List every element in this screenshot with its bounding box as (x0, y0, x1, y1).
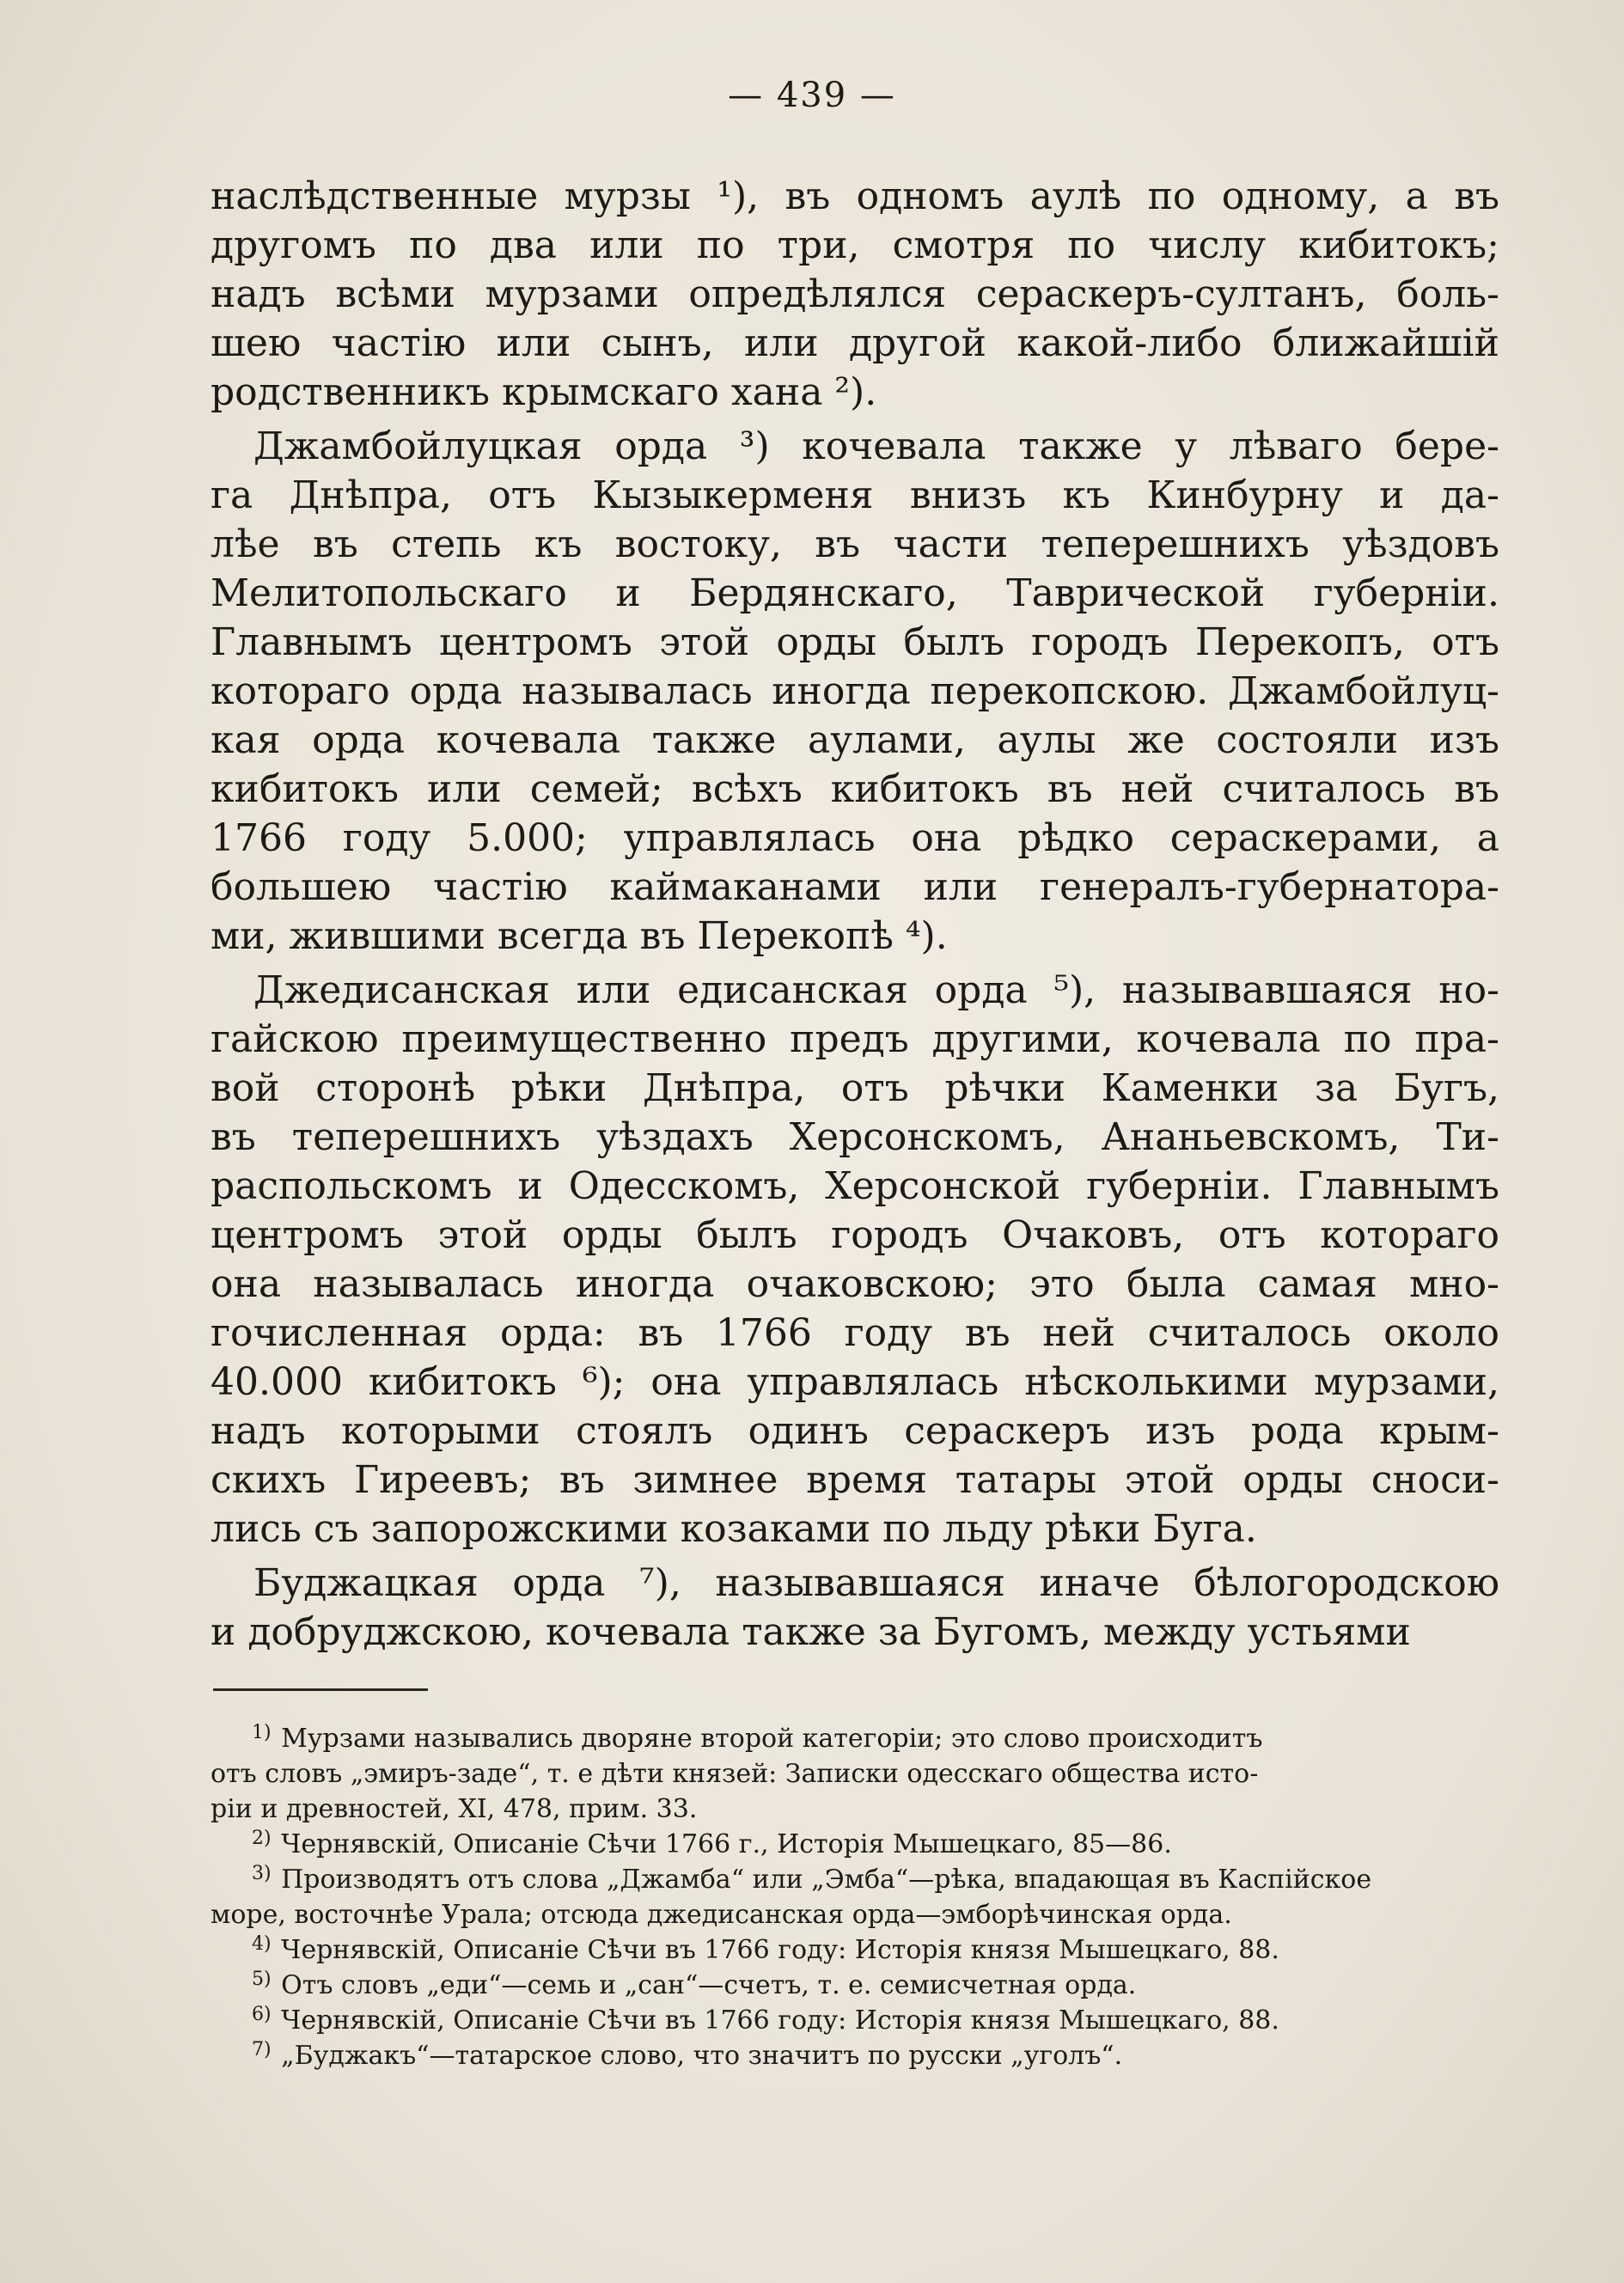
text-line: надъ всѣми мурзами опредѣлялся сераскеръ-султанъ, боль- (211, 272, 1499, 316)
footnote-mark: 2) (252, 1828, 272, 1849)
text-line: лись съ запорожскими козаками по льду рѣки Буга. (211, 1507, 1257, 1551)
footnote-mark: 3) (252, 1863, 272, 1884)
footnote-text: Чернявскій, Описаніе Сѣчи 1766 г., Исторія Мышецкаго, 85—86. (272, 1829, 1172, 1859)
text-line: 1766 году 5.000; управлялась она рѣдко сераскерами, а (211, 816, 1499, 860)
text-line: вой сторонѣ рѣки Днѣпра, отъ рѣчки Каменки за Бугъ, (211, 1066, 1499, 1110)
paragraph (211, 172, 1499, 417)
text-line: кибитокъ или семей; всѣхъ кибитокъ въ ней считалось въ (211, 767, 1499, 811)
text-line: Джамбойлуцкая орда ³) кочевала также у лѣваго бере- (253, 424, 1499, 468)
body-text (211, 172, 1499, 1662)
paragraph (211, 1559, 1499, 1657)
text-line: Мелитопольскаго и Бердянскаго, Таврической губерніи. (211, 571, 1499, 615)
text-line: въ теперешнихъ уѣздахъ Херсонскомъ, Ананьевскомъ, Ти- (211, 1115, 1499, 1159)
footnote-text: Чернявскій, Описаніе Сѣчи въ 1766 году: Исторія князя Мышецкаго, 88. (272, 1935, 1279, 1965)
text-line: она называлась иногда очаковскою; это была самая мно- (211, 1262, 1499, 1306)
footnote-text: Мурзами назывались дворяне второй категоріи; это слово происходитъ (272, 1724, 1263, 1754)
text-line: большею частію каймаканами или генералъ-губернатора- (211, 865, 1499, 909)
text-line: лѣе въ степь къ востоку, въ части теперешнихъ уѣздовъ (211, 522, 1499, 566)
footnote-line (211, 1792, 1499, 1827)
footnote-text: отъ словъ „эмиръ-заде“, т. е дѣти князей: Записки одесскаго общества исто- (211, 1759, 1259, 1789)
footnote-text: Отъ словъ „еди“—семь и „сан“—счетъ, т. е. семисчетная орда. (272, 1970, 1137, 2000)
footnote-text: „Буджакъ“—татарское слово, что значитъ по русски „уголъ“. (272, 2041, 1123, 2071)
footnote-divider (213, 1688, 428, 1691)
footnote-line (211, 2038, 1499, 2073)
footnote-mark: 6) (252, 2004, 272, 2025)
text-line: Буджацкая орда ⁷), называвшаяся иначе бѣлогородскою (253, 1561, 1499, 1605)
text-line: наслѣдственные мурзы ¹), въ одномъ аулѣ по одному, а въ (211, 174, 1499, 218)
text-line: надъ которыми стоялъ одинъ сераскеръ изъ рода крым- (211, 1409, 1499, 1453)
footnote-text: Чернявскій, Описаніе Сѣчи въ 1766 году: Исторія князя Мышецкаго, 88. (272, 2005, 1279, 2036)
footnote-mark: 1) (252, 1722, 272, 1743)
footnote-text: ріи и древностей, XI, 478, прим. 33. (211, 1794, 698, 1824)
text-line: центромъ этой орды былъ городъ Очаковъ, отъ котораго (211, 1213, 1499, 1257)
footnote-text: море, восточнѣе Урала; отсюда джедисанская орда—эмборѣчинская орда. (211, 1900, 1232, 1930)
text-line: гочисленная орда: въ 1766 году въ ней считалось около (211, 1311, 1499, 1355)
footnote-line (211, 1897, 1499, 1932)
text-line: Главнымъ центромъ этой орды былъ городъ Перекопъ, отъ (211, 620, 1499, 664)
text-line: котораго орда называлась иногда перекопскою. Джамбойлуц- (211, 669, 1499, 713)
text-line: скихъ Гиреевъ; въ зимнее время татары этой орды сноси- (211, 1458, 1499, 1502)
footnote-line (211, 1968, 1499, 2003)
footnote-line (211, 2003, 1499, 2038)
footnote-mark: 4) (252, 1933, 272, 1955)
footnote-text: Производятъ отъ слова „Джамба“ или „Эмба“—рѣка, впадающая въ Каспійское (272, 1865, 1372, 1895)
text-line: шею частію или сынъ, или другой какой-либо ближайшій (211, 321, 1499, 365)
text-line: га Днѣпра, отъ Кызыкерменя внизъ къ Кинбурну и да- (211, 473, 1499, 517)
footnote-line (211, 1932, 1499, 1968)
text-line: распольскомъ и Одесскомъ, Херсонской губерніи. Главнымъ (211, 1164, 1499, 1208)
footnote-line (211, 1827, 1499, 1862)
footnote-mark: 7) (252, 2039, 272, 2060)
text-line: другомъ по два или по три, смотря по числу кибитокъ; (211, 223, 1499, 267)
paragraph (211, 422, 1499, 961)
paragraph (211, 966, 1499, 1554)
text-line: 40.000 кибитокъ ⁶); она управлялась нѣсколькими мурзами, (211, 1360, 1499, 1404)
page-number: — 439 — (728, 76, 896, 115)
footnote-line (211, 1721, 1499, 1756)
footnote-line (211, 1862, 1499, 1897)
text-line: и добруджскою, кочевала также за Бугомъ, между устьями (211, 1610, 1411, 1654)
text-line: Джедисанская или едисанская орда ⁵), называвшаяся но- (253, 968, 1499, 1012)
text-line: гайскою преимущественно предъ другими, кочевала по пра- (211, 1017, 1499, 1061)
footnote-mark: 5) (252, 1969, 272, 1990)
footnotes (211, 1721, 1499, 2073)
text-line: кая орда кочевала также аулами, аулы же состояли изъ (211, 718, 1499, 762)
text-line: родственникъ крымскаго хана ²). (211, 370, 877, 414)
text-line: ми, жившими всегда въ Перекопѣ ⁴). (211, 914, 948, 958)
footnote-line (211, 1756, 1499, 1792)
